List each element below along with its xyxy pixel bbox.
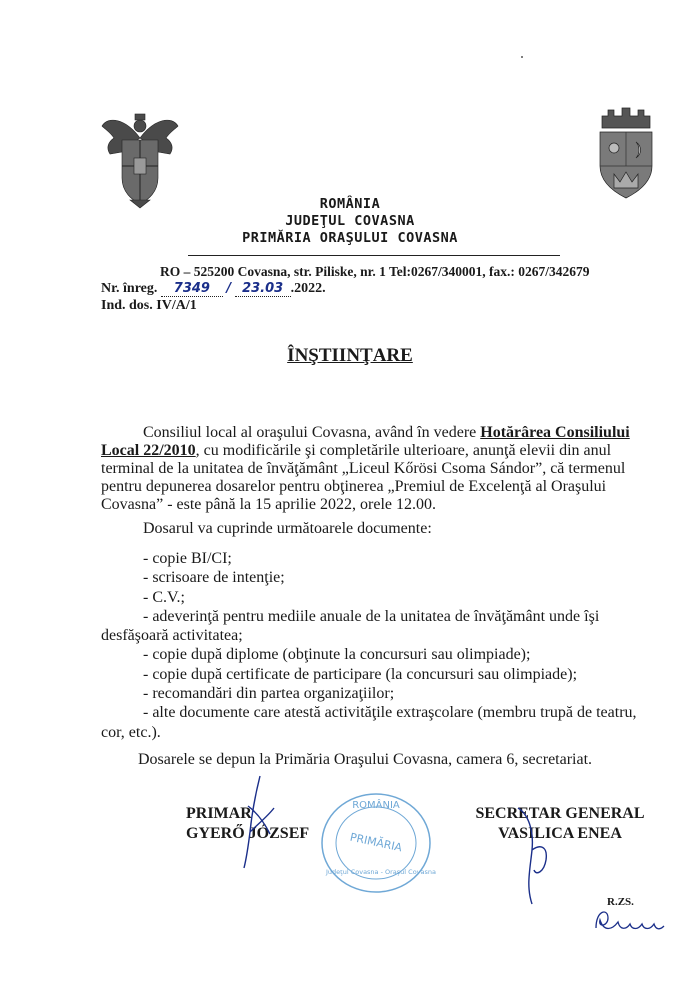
scan-dot (521, 56, 523, 58)
p1-line5: Covasna” - este până la 15 aprilie 2022, orele 12.00. (101, 496, 436, 513)
registration-line (101, 281, 326, 297)
list-item-continuation: desfăşoară activitatea; (101, 627, 243, 645)
romania-coat-of-arms-icon (100, 108, 180, 210)
p1-line3: terminal de la unitatea de învăţământ „Liceul Kőrösi Csoma Sándor”, că termenul (101, 460, 626, 477)
stamp-bottom-text: Judeţul Covasna - Oraşul Covasna (326, 868, 436, 876)
stamp-top-text: ROMÂNIA (352, 800, 400, 811)
stamp-center-text: PRIMĂRIA (348, 830, 404, 855)
paragraph-dossier-intro: Dosarul va cuprinde următoarele documente: (143, 520, 432, 537)
list-item-continuation: cor, etc.). (101, 723, 161, 741)
header-county: JUDEŢUL COVASNA (285, 213, 415, 229)
registration-number: 7349 (161, 281, 223, 297)
registration-year: .2022. (290, 281, 326, 296)
list-item: - adeverinţă pentru mediile anuale de la unitatea de învăţământ unde îşi (143, 607, 600, 625)
secretary-handwritten-signature (508, 800, 568, 910)
p1-start: Consiliul local al oraşului Covasna, având în vedere (143, 424, 481, 441)
documents-list (101, 549, 637, 742)
registration-prefix: Nr. înreg. (101, 281, 158, 296)
secretary-title: SECRETAR GENERAL (475, 805, 645, 822)
secretary-name: VASILICA ENEA (498, 825, 622, 842)
paragraph-submission: Dosarele se depun la Primăria Oraşului Covasna, camera 6, secretariat. (138, 751, 593, 768)
p1-decision-ref-2: Local 22/2010 (101, 442, 196, 459)
list-item: - scrisoare de intenţie; (143, 569, 285, 587)
header-address: RO – 525200 Covasna, str. Piliske, nr. 1 Tel:0267/340001, fax.: 0267/342679 (160, 264, 590, 279)
header-divider (188, 255, 560, 256)
list-item: - copie după certificate de participare (la concursuri sau olimpiade); (143, 665, 578, 683)
list-item: - copie BI/CI; (143, 550, 232, 567)
paragraph-announcement (101, 424, 630, 514)
list-item: - alte documente care atestă activităţile extraşcolare (membru trupă de teatru, (143, 704, 637, 722)
header-country: ROMÂNIA (319, 196, 381, 212)
mayor-handwritten-signature (226, 772, 286, 872)
covasna-coat-of-arms-icon (596, 106, 656, 200)
registration-separator: / (226, 281, 232, 296)
registration-date: 23.03 (235, 281, 291, 297)
list-item: - copie după diplome (obţinute la concursuri sau olimpiade); (143, 646, 531, 664)
p1-line2: , cu modificările şi completările ulterioare, anunţă elevii din anul (195, 442, 612, 459)
header-institution: PRIMĂRIA ORAŞULUI COVASNA (242, 230, 458, 246)
document-title: ÎNŞTIINŢARE (287, 345, 413, 366)
p1-decision-ref-1: Hotărârea Consiliului (480, 424, 630, 441)
list-item: - recomandări din partea organizaţiilor; (143, 685, 395, 703)
dossier-index: Ind. dos. IV/A/1 (101, 298, 197, 313)
drafter-signature (590, 902, 670, 940)
mayor-title: PRIMAR (186, 805, 252, 822)
p1-line4: pentru depunerea dosarelor pentru obţinerea „Premiul de Excelenţă al Oraşului (101, 478, 607, 495)
drafter-initials: R.ZS. (607, 896, 634, 908)
mayor-name: GYERŐ JÓZSEF (186, 825, 310, 842)
list-item: - C.V.; (143, 588, 185, 606)
